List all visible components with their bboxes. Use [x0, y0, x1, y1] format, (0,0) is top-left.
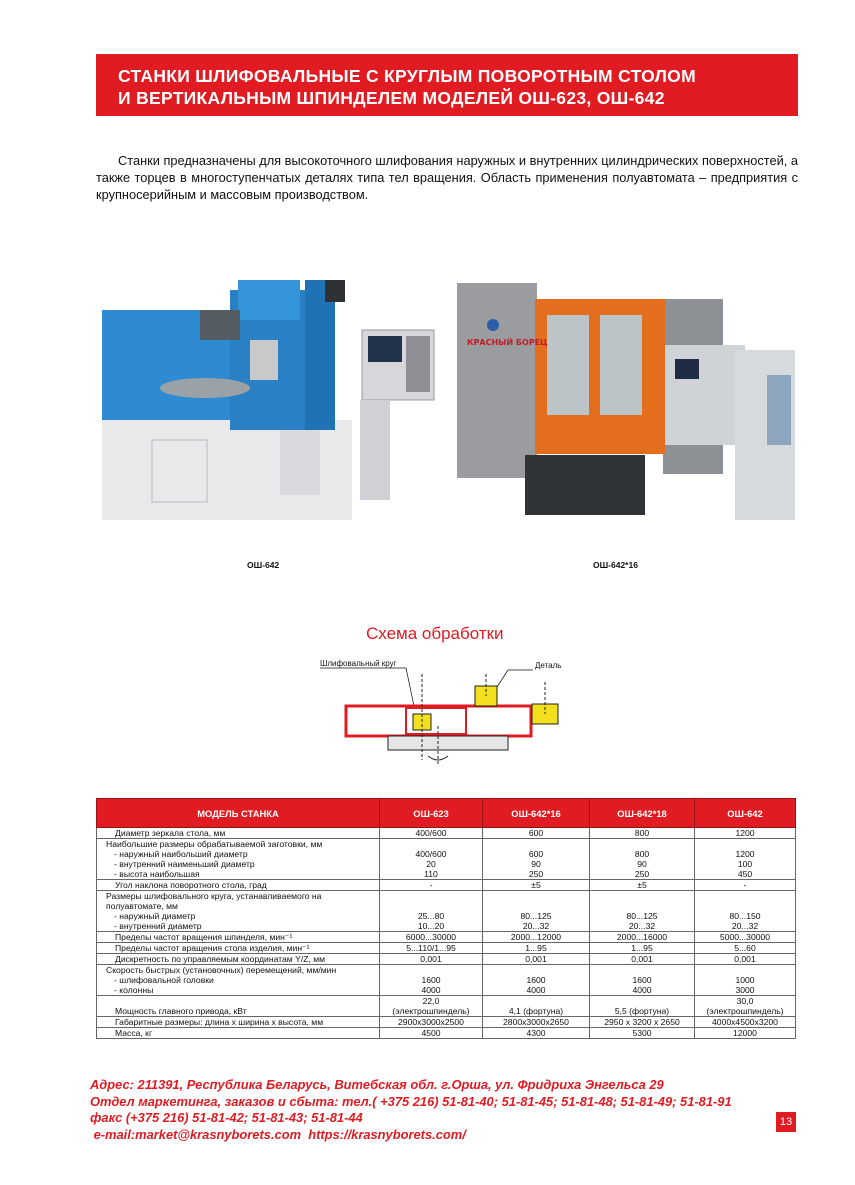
header-cell: ОШ-642 — [695, 799, 796, 828]
header-cell: ОШ-642*18 — [590, 799, 695, 828]
param-name: Диаметр зеркала стола, мм — [115, 828, 226, 838]
value-cell: 800 90 250 — [590, 839, 695, 880]
value-cell: 80...125 20...32 — [483, 891, 590, 932]
value-cell: 4300 — [483, 1028, 590, 1039]
value-cell: 1...95 — [483, 943, 590, 954]
page-number: 13 — [776, 1112, 796, 1132]
value-cell: 80...125 20...32 — [590, 891, 695, 932]
header-cell: ОШ-642*16 — [483, 799, 590, 828]
photo-caption-right: ОШ-642*16 — [593, 560, 638, 570]
label-part: Деталь — [535, 661, 562, 670]
param-label — [97, 943, 380, 954]
param-label — [97, 891, 380, 932]
address-line: Адрес: 211391, Республика Беларусь, Витебская обл. г.Орша, ул. Фридриха Энгельса 29 — [90, 1077, 664, 1092]
param-name: Скорость быстрых (установочных) перемещений, мм/мин — [106, 965, 337, 975]
table-row — [97, 954, 796, 965]
param-name: Габаритные размеры: длина х ширина х высота, мм — [115, 1017, 324, 1027]
title-banner — [96, 54, 798, 116]
value-cell: 400/600 20 110 — [380, 839, 483, 880]
value-cell: 80...150 20...32 — [695, 891, 796, 932]
value-cell: 0,001 — [590, 954, 695, 965]
value-cell: 5...60 — [695, 943, 796, 954]
value-cell: 1000 3000 — [695, 965, 796, 996]
value-cell: 1600 4000 — [590, 965, 695, 996]
param-label — [97, 954, 380, 965]
param-subitem: - шлифовальной головки — [114, 975, 214, 985]
param-subitem: - колонны — [114, 985, 154, 995]
value-cell: 12000 — [695, 1028, 796, 1039]
table-row — [97, 891, 796, 932]
title-line-1: СТАНКИ ШЛИФОВАЛЬНЫЕ С КРУГЛЫМ ПОВОРОТНЫМ СТОЛОМ — [118, 66, 696, 86]
value-cell: 0,001 — [695, 954, 796, 965]
photo-caption-left: ОШ-642 — [247, 560, 280, 570]
value-cell: 5000...30000 — [695, 932, 796, 943]
value-cell: 25...80 10...20 — [380, 891, 483, 932]
value-cell: 0,001 — [483, 954, 590, 965]
param-label — [97, 996, 380, 1017]
param-label — [97, 932, 380, 943]
table-row — [97, 880, 796, 891]
value-cell: 4500 — [380, 1028, 483, 1039]
intro-text: Станки предназначены для высокоточного шлифования наружных и внутренних цилиндрических поверхностей, а также торцев в многоступенчатых деталях типа тел вращения. Область применения полуавтомата – предприятия с крупносерийным и массовым производством. — [96, 153, 798, 202]
value-cell: 4000х4500х3200 — [695, 1017, 796, 1028]
spec-table — [96, 798, 796, 1039]
contact-footer — [90, 1077, 732, 1143]
value-cell: 600 90 250 — [483, 839, 590, 880]
param-name: Размеры шлифовального круга, устанавливаемого на полуавтомате, мм — [106, 891, 322, 911]
value-cell: 2800х3000х2650 — [483, 1017, 590, 1028]
table-row — [97, 965, 796, 996]
value-cell: 600 — [483, 828, 590, 839]
param-label — [97, 880, 380, 891]
value-cell: 2950 х 3200 х 2650 — [590, 1017, 695, 1028]
value-cell: - — [380, 880, 483, 891]
param-subitem: - внутренний наименьший диаметр — [114, 859, 255, 869]
table-row — [97, 932, 796, 943]
value-cell: 5...110/1...95 — [380, 943, 483, 954]
table-row — [97, 996, 796, 1017]
param-label — [97, 1017, 380, 1028]
value-cell: ±5 — [590, 880, 695, 891]
param-name: Пределы частот вращения шпинделя, мин⁻¹ — [115, 932, 293, 942]
value-cell: 5,5 (фортуна) — [590, 996, 695, 1017]
table-row — [97, 839, 796, 880]
value-cell: 6000...30000 — [380, 932, 483, 943]
email-web-line: e-mail:market@krasnyborets.com https://krasnyborets.com/ — [90, 1126, 466, 1142]
param-name: Масса, кг — [115, 1028, 153, 1038]
table-row — [97, 1028, 796, 1039]
param-label — [97, 839, 380, 880]
value-cell: 0,001 — [380, 954, 483, 965]
value-cell: 1200 100 450 — [695, 839, 796, 880]
value-cell: 2900х3000х2500 — [380, 1017, 483, 1028]
value-cell: ±5 — [483, 880, 590, 891]
table-row — [97, 1017, 796, 1028]
value-cell: 5300 — [590, 1028, 695, 1039]
scheme-title: Схема обработки — [366, 624, 504, 643]
header-cell: МОДЕЛЬ СТАНКА — [97, 799, 380, 828]
param-name: Пределы частот вращения стола изделия, мин⁻¹ — [115, 943, 310, 953]
table-row — [97, 828, 796, 839]
value-cell: 2000...12000 — [483, 932, 590, 943]
param-name: Дискретность по управляемым координатам Y/Z, мм — [115, 954, 326, 964]
fax-line: факс (+375 216) 51-81-42; 51-81-43; 51-81-44 — [90, 1110, 363, 1125]
table-row — [97, 943, 796, 954]
table-header-row — [97, 799, 796, 828]
value-cell: 1600 4000 — [483, 965, 590, 996]
machine-osh-642-photo — [100, 270, 440, 525]
value-cell: 800 — [590, 828, 695, 839]
param-subitem: - наружный наибольший диаметр — [114, 849, 248, 859]
param-label — [97, 1028, 380, 1039]
machine-osh-642-16-photo — [455, 275, 800, 525]
value-cell: 1200 — [695, 828, 796, 839]
param-subitem: - внутренний диаметр — [114, 921, 202, 931]
param-name: Угол наклона поворотного стола, град — [115, 880, 267, 890]
param-subitem: - высота наибольшая — [114, 869, 200, 879]
param-label — [97, 965, 380, 996]
label-grinding-wheel: Шлифовальный круг — [320, 659, 397, 668]
header-cell: ОШ-623 — [380, 799, 483, 828]
processing-scheme-diagram — [318, 656, 588, 768]
value-cell: 22,0 (электрошпиндель) — [380, 996, 483, 1017]
param-name: Мощность главного привода, кВт — [115, 1006, 247, 1016]
value-cell: 400/600 — [380, 828, 483, 839]
param-subitem: - наружный диаметр — [114, 911, 196, 921]
value-cell: 2000...16000 — [590, 932, 695, 943]
phone-line: Отдел маркетинга, заказов и сбыта: тел.( +375 216) 51-81-40; 51-81-45; 51-81-48; 51-81-49; 51-81-91 — [90, 1093, 732, 1109]
value-cell: 4,1 (фортуна) — [483, 996, 590, 1017]
value-cell: 30,0 (электрошпиндель) — [695, 996, 796, 1017]
value-cell: 1600 4000 — [380, 965, 483, 996]
value-cell: 1...95 — [590, 943, 695, 954]
param-label — [97, 828, 380, 839]
brand-logo: КРАСНЫЙ БОРЕЦ — [467, 338, 548, 347]
value-cell: - — [695, 880, 796, 891]
param-name: Наибольшие размеры обрабатываемой заготовки, мм — [106, 839, 323, 849]
title-line-2: И ВЕРТИКАЛЬНЫМ ШПИНДЕЛЕМ МОДЕЛЕЙ ОШ-623, ОШ-642 — [118, 88, 665, 108]
